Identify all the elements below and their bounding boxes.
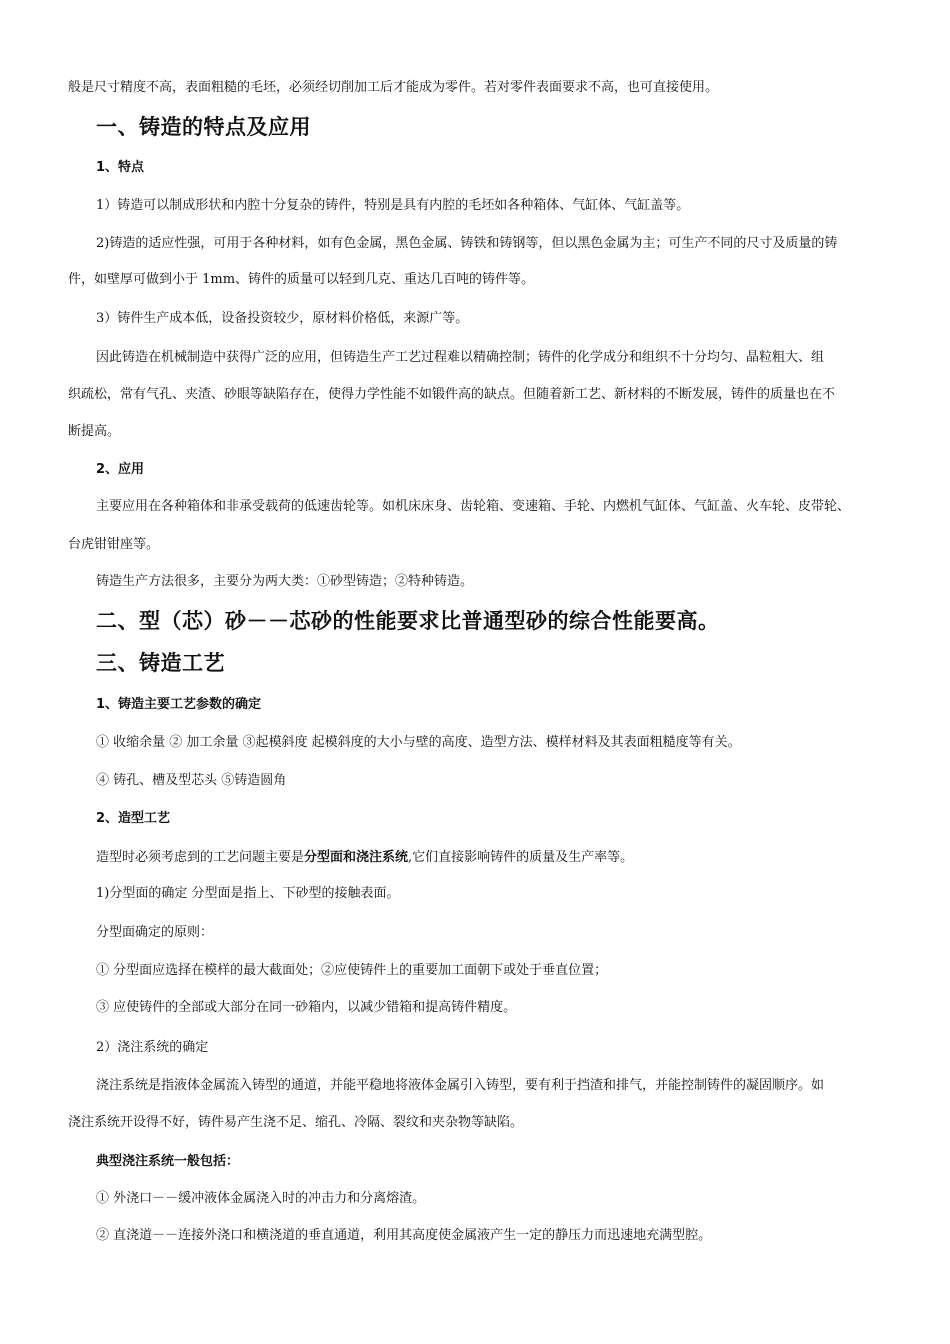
section3-title: 三、铸造工艺 [96, 651, 225, 675]
section1-p5-line1: 主要应用在各种箱体和非承受载荷的低速齿轮等。如机床床身、齿轮箱、变速箱、手轮、内燃机气缸体、气缸盖、火车轮、皮带轮、 [96, 499, 851, 514]
section3-p1-bold: 分型面和浇注系统 [304, 850, 409, 865]
section1-sub2: 2、应用 [96, 462, 145, 477]
section1-p1: 1）铸造可以制成形状和内腔十分复杂的铸件，特别是具有内腔的毛坯如各种箱体、气缸体、气缸盖等。 [96, 198, 690, 213]
section1-p6: 铸造生产方法很多，主要分为两大类：①砂型铸造；②特种铸造。 [96, 574, 474, 589]
section1-title: 一、铸造的特点及应用 [96, 115, 311, 139]
section3-p1-pre: 造型时必须考虑到的工艺问题主要是 [96, 850, 305, 865]
section2-title: 二、型（芯）砂－－芯砂的性能要求比普通型砂的综合性能要高。 [96, 609, 720, 633]
section3-p4: ① 分型面应选择在模样的最大截面处；②应使铸件上的重要加工面朝下或处于垂直位置； [96, 963, 608, 978]
section3-p9: ① 外浇口－－缓冲液体金属浇入时的冲击力和分离熔渣。 [96, 1191, 426, 1206]
section3-sub1: 1、铸造主要工艺参数的确定 [96, 697, 262, 712]
section3-l1: ① 收缩余量 ② 加工余量 ③起模斜度 起模斜度的大小与壁的高度、造型方法、模样材料及其表面粗糙度等有关。 [96, 735, 741, 750]
section1-p2-line1: 2)铸造的适应性强，可用于各种材料，如有色金属，黑色金属、铸铁和铸钢等，但以黑色金属为主；可生产不同的尺寸及质量的铸 [96, 236, 838, 251]
section1-p4-line1: 因此铸造在机械制造中获得广泛的应用，但铸造生产工艺过程难以精确控制；铸件的化学成分和组织不十分均匀、晶粒粗大、组 [96, 350, 825, 365]
section1-p4-line3: 断提高。 [68, 424, 121, 439]
section3-p1 [96, 850, 633, 866]
section3-p1-post: ,它们直接影响铸件的质量及生产率等。 [408, 850, 634, 865]
section3-p5: ③ 应使铸件的全部或大部分在同一砂箱内，以减少错箱和提高铸件精度。 [96, 1000, 517, 1015]
section3-p7-line2: 浇注系统开设得不好，铸件易产生浇不足、缩孔、冷隔、裂纹和夹杂物等缺陷。 [68, 1115, 524, 1130]
section3-p3: 分型面确定的原则： [96, 925, 214, 940]
section1-p2-line2: 件，如壁厚可做到小于 1mm、铸件的质量可以轻到几克、重达几百吨的铸件等。 [68, 272, 535, 287]
section3-p8: 典型浇注系统一般包括： [96, 1154, 240, 1169]
section1-p4-line2: 织疏松，常有气孔、夹渣、砂眼等缺陷存在，使得力学性能不如锻件高的缺点。但随着新工艺、新材料的不断发展，铸件的质量也在不 [68, 387, 836, 402]
section3-p10: ② 直浇道－－连接外浇口和横浇道的垂直通道，利用其高度使金属液产生一定的静压力而迅速地充满型腔。 [96, 1228, 712, 1243]
section3-p7-line1: 浇注系统是指液体金属流入铸型的通道，并能平稳地将液体金属引入铸型，要有利于挡渣和排气，并能控制铸件的凝固顺序。如 [96, 1078, 825, 1093]
section1-p5-line2: 台虎钳钳座等。 [68, 537, 160, 552]
section1-sub1: 1、特点 [96, 160, 145, 175]
section3-p2: 1)分型面的确定 分型面是指上、下砂型的接触表面。 [96, 886, 400, 901]
section3-l2: ④ 铸孔、槽及型芯头 ⑤铸造圆角 [96, 773, 287, 788]
section3-p6: 2）浇注系统的确定 [96, 1040, 209, 1055]
section3-sub2: 2、造型工艺 [96, 811, 171, 826]
section1-p3: 3）铸件生产成本低，设备投资较少，原材料价格低，来源广等。 [96, 311, 469, 326]
intro-line: 般是尺寸精度不高，表面粗糙的毛坯，必须经切削加工后才能成为零件。若对零件表面要求不高，也可直接使用。 [68, 80, 719, 95]
